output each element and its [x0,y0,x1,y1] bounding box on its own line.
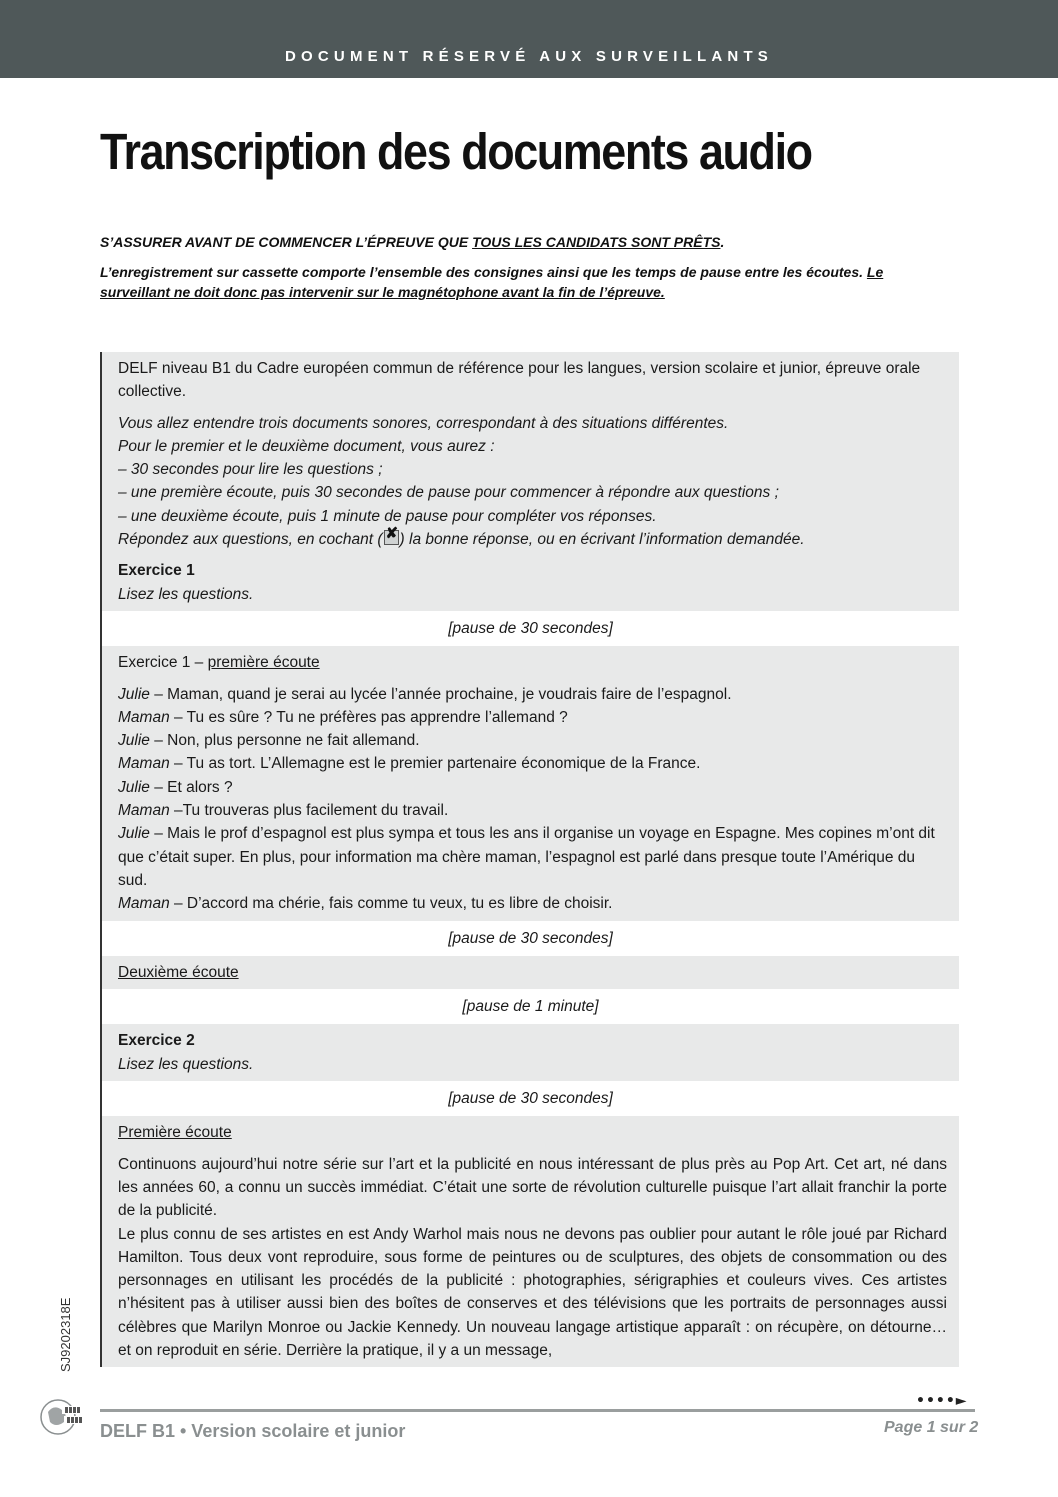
exercise-1-subtitle: Lisez les questions. [118,585,254,603]
checkbox-icon [384,525,399,545]
second-listening-block [102,956,959,989]
speaker-separator: – [169,755,187,773]
delf-dalf-logo-icon [38,1392,94,1442]
dialogue-line [118,822,947,892]
exercise-1-title: Exercice 1 [118,562,195,580]
speaker-name: Maman [118,895,170,913]
exercise-1-listening [102,646,959,920]
dialogue-line [118,799,947,822]
exercise-1-listening-label [118,651,947,674]
speaker-name: Julie [118,685,150,703]
intro-block [102,352,959,611]
dialogue-line [118,892,947,915]
dialogue-line [118,776,947,799]
speaker-name: Maman [118,802,170,820]
intro-line-4: – une première écoute, puis 30 secondes de pause pour commencer à répondre aux questions ; [118,484,779,502]
instruction-ready [100,232,900,252]
dialogue-text: Non, plus personne ne fait allemand. [167,732,420,750]
first-listening-label: première écoute [207,654,320,672]
header-banner [0,0,1058,78]
pause-2: [pause de 30 secondes] [102,921,959,956]
footer-exam-label: DELF B1 • Version scolaire et junior [100,1421,406,1441]
dialogue-text: Mais le prof d’espagnol est plus sympa et tous les ans il organise un voyage en Espagne. Mes copines m’ont dit que c’était super. En plus, pour information ma chère maman, l’espagnol est parlé dans presque toute l’Amérique du sud. [118,825,935,889]
instruction-ready-emphasis: TOUS LES CANDIDATS SONT PRÊTS [472,234,721,250]
dialogue-line [118,729,947,752]
exercise-2-listening [102,1116,959,1367]
exercise-2-listening-label: Première écoute [118,1124,232,1142]
exercise-2-subtitle: Lisez les questions. [118,1055,254,1073]
dialogue-text: Tu es sûre ? Tu ne préfères pas apprendre l’allemand ? [186,708,568,726]
transcript [100,352,959,1367]
speaker-separator: – [169,708,187,726]
speaker-separator: – [149,825,168,843]
intro-paragraph: DELF niveau B1 du Cadre européen commun de référence pour les langues, version scolaire et junior, épreuve orale collective. [118,360,921,401]
instruction-recording-emphasis: Le surveillant ne doit donc pas intervenir sur le magnétophone avant la fin de l’épreuve. [100,264,884,300]
dialogue-text: Tu trouveras plus facilement du travail. [182,802,449,820]
pause-1: [pause de 30 secondes] [102,611,959,646]
intro-line-1: Vous allez entendre trois documents sonores, correspondant à des situations différentes. [118,414,729,432]
instruction-ready-text: S’ASSURER AVANT DE COMMENCER L’ÉPREUVE QUE [100,234,473,250]
footer-divider [100,1409,975,1412]
dialogue-text: D’accord ma chérie, fais comme tu veux, tu es libre de choisir. [186,895,613,913]
intro-line-5: – une deuxième écoute, puis 1 minute de pause pour compléter vos réponses. [118,507,657,525]
exercise-2-block [102,1024,959,1081]
speaker-separator: – [169,895,187,913]
speaker-separator: – [169,802,183,820]
exercise-2-paragraph-1: Continuons aujourd’hui notre série sur l’art et la publicité en nous intéressant de plus près au Pop Art. Cet art, né dans les années 60, a connu un succès immédiat. C’était une sorte de révolution culturelle puisque l’art allait franchir la porte de la publicité. [118,1155,947,1220]
exercise-2-title: Exercice 2 [118,1032,195,1050]
second-listening-label: Deuxième écoute [118,963,239,981]
pause-4: [pause de 30 secondes] [102,1081,959,1116]
document-code: SJ9202318E [58,1297,73,1372]
speaker-name: Julie [118,825,150,843]
exercise-2-paragraph-2: Le plus connu de ses artistes en est Andy Warhol mais nous ne devons pas oublier pour autant le rôle joué par Richard Hamilton. Tous deux vont reproduire, sous forme de peintures ou de sculptures, des objets de consommation ou des personnages en utilisant les procédés de la publicité : photographies, sérigraphies et couleurs vives. Ces artistes n’hésitent pas à utiliser aussi bien des boîtes de conserves et des télévisions que les portraits de personnages aussi célèbres que Marilyn Monroe ou Jackie Kennedy. Un nouveau langage artistique apparaît : on récupère, on détourne… et on reproduit en série. Derrière la pratique, il y a un message, [118,1225,947,1359]
speaker-name: Julie [118,778,150,796]
instruction-ready-end: . [720,234,725,250]
pause-3: [pause de 1 minute] [102,989,959,1024]
dialogue-text: Et alors ? [167,778,233,796]
intro-answer-instruction [118,525,947,551]
exercise-1-label: Exercice 1 – [118,654,208,672]
dialogue-line [118,752,947,775]
footer-page-number: Page 1 sur 2 [884,1419,979,1436]
dialogue-text: Maman, quand je serai au lycée l’année prochaine, je voudrais faire de l’espagnol. [167,685,732,703]
intro-line-2: Pour le premier et le deuxième document, vous aurez : [118,437,495,455]
continue-arrow-icon: ••••► [916,1393,968,1409]
answer-instruction-start: Répondez aux questions, en cochant ( [118,531,383,549]
banner-label: DOCUMENT RÉSERVÉ AUX SURVEILLANTS [284,48,774,65]
speaker-name: Maman [118,755,170,773]
answer-instruction-end: ) la bonne réponse, ou en écrivant l’information demandée. [399,531,805,549]
speaker-name: Maman [118,708,170,726]
speaker-name: Julie [118,732,150,750]
dialogue-text: Tu as tort. L’Allemagne est le premier partenaire économique de la France. [186,755,701,773]
dialogue-line [118,706,947,729]
instruction-recording [100,262,900,302]
speaker-separator: – [149,732,168,750]
page-title: Transcription des documents audio [100,123,812,180]
checkbox-mark: ✘ [385,525,399,543]
speaker-separator: – [149,778,168,796]
speaker-separator: – [149,685,168,703]
intro-line-3: – 30 secondes pour lire les questions ; [118,461,383,479]
instruction-recording-text: L’enregistrement sur cassette comporte l’ensemble des consignes ainsi que les temps de pause entre les écoutes. [100,264,867,280]
dialogue-line [118,683,947,706]
